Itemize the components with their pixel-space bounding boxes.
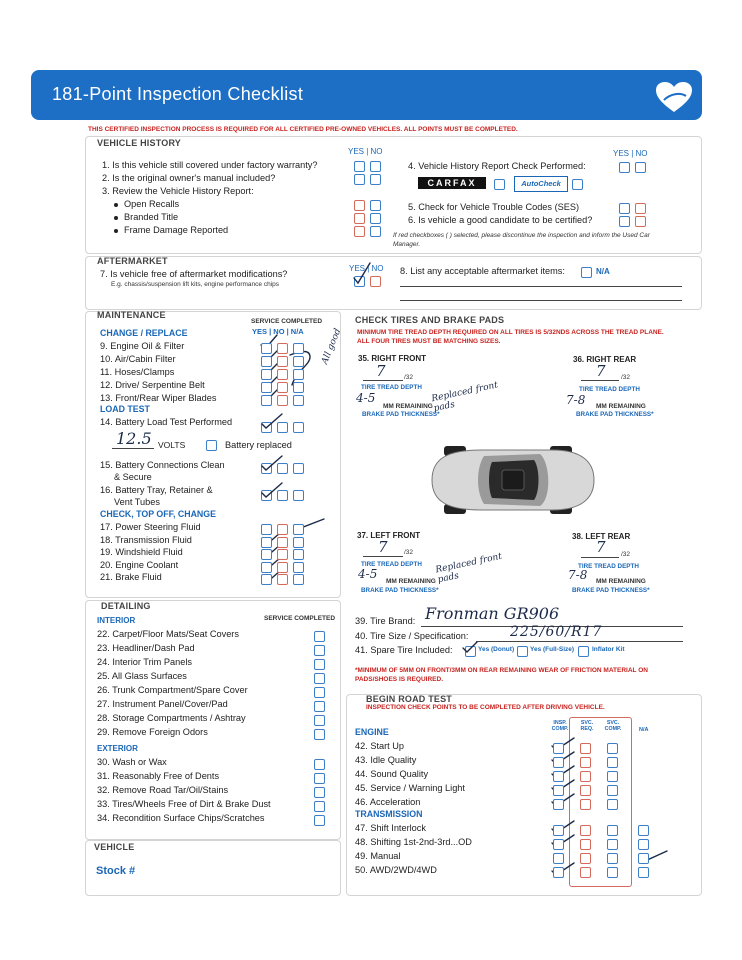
interior-item: 25. All Glass Surfaces: [97, 671, 187, 681]
svc-req-checkbox[interactable]: [580, 799, 591, 810]
q1-warranty: 1. Is this vehicle still covered under factory warranty?: [102, 160, 318, 170]
completed-checkbox[interactable]: [314, 801, 325, 812]
battery-replaced-checkbox[interactable]: [206, 440, 217, 451]
exterior-heading: EXTERIOR: [97, 744, 138, 753]
completed-checkbox[interactable]: [314, 645, 325, 656]
rf-per32: /32: [404, 374, 414, 381]
q8-na-label: N/A: [596, 267, 610, 276]
lr-tread-value: 7: [596, 538, 606, 556]
interior-item: 27. Instrument Panel/Cover/Pad: [97, 699, 228, 709]
lr-tread-line: [581, 557, 619, 558]
engine-item: 44. Sound Quality: [355, 769, 429, 779]
q16-no-checkbox[interactable]: [277, 490, 288, 501]
completed-checkbox[interactable]: [314, 687, 325, 698]
completed-checkbox[interactable]: [314, 631, 325, 642]
lf-handnote: Replaced front pads: [434, 551, 503, 586]
completed-checkbox[interactable]: [314, 729, 325, 740]
yes-checkbox[interactable]: [261, 574, 272, 585]
col-svc-req: SVC. REQ.: [580, 720, 594, 732]
interior-item: 24. Interior Trim Panels: [97, 657, 192, 667]
svc-req-checkbox[interactable]: [580, 771, 591, 782]
col-na: N/A: [639, 727, 649, 733]
q6-candidate: 6. Is vehicle a good candidate to be certified?: [408, 215, 593, 225]
maintenance-item: 10. Air/Cabin Filter: [100, 354, 176, 364]
q1-yes-checkbox[interactable]: [354, 161, 365, 172]
stock-number-label: Stock #: [96, 865, 136, 877]
q1-no-checkbox[interactable]: [370, 161, 381, 172]
transmission-item: 50. AWD/2WD/4WD: [355, 865, 437, 875]
na-checkbox[interactable]: [293, 549, 304, 560]
q5-no-checkbox[interactable]: [635, 203, 646, 214]
aftermarket-yes-no: YES | NO: [349, 264, 384, 273]
exterior-item: 34. Recondition Surface Chips/Scratches: [97, 813, 265, 823]
yes-checkbox[interactable]: [261, 382, 272, 393]
q16-yes-checkbox[interactable]: [261, 490, 272, 501]
interior-heading: INTERIOR: [97, 616, 136, 625]
svc-columns-outline: [569, 717, 632, 887]
q14-yes-checkbox[interactable]: [261, 422, 272, 433]
q4-no-checkbox[interactable]: [635, 162, 646, 173]
volts-label: VOLTS: [158, 440, 186, 450]
rr-tread-label: TIRE TREAD DEPTH: [579, 386, 640, 393]
road-test-title: BEGIN ROAD TEST: [366, 694, 453, 704]
bullet-open-recalls: Open Recalls: [114, 199, 179, 209]
svc-req-checkbox[interactable]: [580, 853, 591, 864]
lr-label: 38. LEFT REAR: [572, 532, 631, 541]
na-checkbox[interactable]: [293, 369, 304, 380]
aftermarket-title: AFTERMARKET: [97, 256, 168, 266]
yes-checkbox[interactable]: [261, 369, 272, 380]
rr-per32: /32: [621, 374, 631, 381]
engine-item: 42. Start Up: [355, 741, 405, 751]
fluid-item: 19. Windshield Fluid: [100, 547, 183, 557]
b3-no-checkbox[interactable]: [370, 226, 381, 237]
na-checkbox[interactable]: [638, 867, 649, 878]
svc-req-checkbox[interactable]: [580, 757, 591, 768]
q7-modifications: 7. Is vehicle free of aftermarket modifications?: [100, 269, 288, 279]
svc-comp-checkbox[interactable]: [607, 839, 618, 850]
rf-tread-label: TIRE TREAD DEPTH: [361, 384, 422, 391]
svc-comp-checkbox[interactable]: [607, 757, 618, 768]
insp-comp-checkbox[interactable]: [553, 785, 564, 796]
handwritten-all-good: All good: [320, 327, 344, 366]
battery-replaced-note: Battery replaced: [225, 440, 292, 450]
na-checkbox[interactable]: [293, 537, 304, 548]
fluid-item: 18. Transmission Fluid: [100, 534, 192, 545]
q8-na-checkbox[interactable]: [581, 267, 592, 278]
no-checkbox[interactable]: [277, 356, 288, 367]
interior-item: 26. Trunk Compartment/Spare Cover: [97, 685, 248, 695]
engine-item: 46. Acceleration: [355, 797, 421, 807]
b1-yes-checkbox[interactable]: [354, 200, 365, 211]
load-test-heading: LOAD TEST: [100, 404, 150, 414]
lr-per32: /32: [621, 551, 631, 558]
na-checkbox[interactable]: [293, 356, 304, 367]
history-yes-no-header: YES | NO: [348, 147, 383, 156]
transmission-item: 48. Shifting 1st-2nd-3rd...OD: [355, 837, 472, 847]
svc-comp-checkbox[interactable]: [607, 867, 618, 878]
q15-yes-checkbox[interactable]: [261, 463, 272, 474]
heart-logo-icon: [654, 80, 694, 114]
q14-no-checkbox[interactable]: [277, 422, 288, 433]
no-checkbox[interactable]: [277, 574, 288, 585]
b3-yes-checkbox[interactable]: [354, 226, 365, 237]
q8-line-1: [400, 286, 682, 287]
lr-mm-label: MM REMAINING: [596, 578, 646, 585]
no-checkbox[interactable]: [277, 549, 288, 560]
q2-no-checkbox[interactable]: [370, 174, 381, 185]
transmission-item: 49. Manual: [355, 851, 401, 861]
spare-donut-checkbox[interactable]: [465, 646, 476, 657]
transmission-item: 47. Shift Interlock: [355, 823, 426, 833]
rf-tread-line: [363, 380, 403, 381]
svc-comp-checkbox[interactable]: [607, 825, 618, 836]
na-checkbox[interactable]: [293, 343, 304, 354]
spare-fullsize-label: Yes (Full-Size): [530, 646, 575, 653]
svc-comp-checkbox[interactable]: [607, 743, 618, 754]
na-checkbox[interactable]: [293, 395, 304, 406]
insp-comp-checkbox[interactable]: [553, 867, 564, 878]
q8-line-2: [400, 300, 682, 301]
col-svc-comp: SVC. COMP.: [604, 720, 622, 732]
q16-na-checkbox[interactable]: [293, 490, 304, 501]
carfax-checkbox[interactable]: [494, 179, 505, 190]
spare-donut-label: Yes (Donut): [478, 646, 515, 653]
q15-battery-connections: 15. Battery Connections Clean: [100, 460, 225, 470]
fluid-item: 21. Brake Fluid: [100, 572, 162, 582]
completed-checkbox[interactable]: [314, 701, 325, 712]
rr-tread-value: 7: [596, 362, 606, 380]
q4-yes-checkbox[interactable]: [619, 162, 630, 173]
lf-pad-value: 4-5: [358, 567, 378, 581]
rf-tread-value: 7: [376, 362, 386, 380]
na-checkbox[interactable]: [638, 825, 649, 836]
fluid-item: 17. Power Steering Fluid: [100, 522, 201, 532]
insp-comp-checkbox[interactable]: [553, 839, 564, 850]
completed-checkbox[interactable]: [314, 715, 325, 726]
q7-yes-checkbox[interactable]: [354, 276, 365, 287]
q5-yes-checkbox[interactable]: [619, 203, 630, 214]
q15-no-checkbox[interactable]: [277, 463, 288, 474]
yes-checkbox[interactable]: [261, 562, 272, 573]
tire-size-value: 225/60/R17: [510, 624, 603, 640]
insp-comp-checkbox[interactable]: [553, 825, 564, 836]
road-test-note: INSPECTION CHECK POINTS TO BE COMPLETED AFTER DRIVING VEHICLE.: [366, 704, 605, 711]
no-checkbox[interactable]: [277, 369, 288, 380]
no-checkbox[interactable]: [277, 382, 288, 393]
interior-item: 23. Headliner/Dash Pad: [97, 643, 195, 653]
fluid-item: 20. Engine Coolant: [100, 559, 179, 570]
interior-item: 22. Carpet/Floor Mats/Seat Covers: [97, 629, 239, 639]
yes-checkbox[interactable]: [261, 343, 272, 354]
completed-checkbox[interactable]: [314, 659, 325, 670]
q6-no-checkbox[interactable]: [635, 216, 646, 227]
maintenance-item: 12. Drive/ Serpentine Belt: [100, 380, 205, 390]
maintenance-item: 9. Engine Oil & Filter: [100, 341, 185, 351]
na-checkbox[interactable]: [293, 382, 304, 393]
interior-item: 28. Storage Compartments / Ashtray: [97, 713, 246, 723]
bullet-branded-title: Branded Title: [114, 212, 178, 222]
exterior-item: 32. Remove Road Tar/Oil/Stains: [97, 785, 229, 795]
rr-mm-label: MM REMAINING: [596, 403, 646, 410]
autocheck-logo: AutoCheck: [514, 176, 568, 192]
q14-load-test: 14. Battery Load Test Performed: [100, 417, 233, 427]
tire-size-label: 40. Tire Size / Specification:: [355, 631, 469, 641]
volts-value: 12.5: [116, 429, 152, 448]
rr-label: 36. RIGHT REAR: [573, 355, 637, 364]
svc-comp-checkbox[interactable]: [607, 785, 618, 796]
no-checkbox[interactable]: [277, 562, 288, 573]
q2-yes-checkbox[interactable]: [354, 174, 365, 185]
b1-no-checkbox[interactable]: [370, 200, 381, 211]
exterior-item: 31. Reasonably Free of Dents: [97, 771, 220, 781]
svc-req-checkbox[interactable]: [580, 867, 591, 878]
transmission-heading: TRANSMISSION: [355, 809, 423, 819]
interior-item: 29. Remove Foreign Odors: [97, 727, 208, 737]
svc-comp-checkbox[interactable]: [607, 853, 618, 864]
yes-checkbox[interactable]: [261, 524, 272, 535]
yes-checkbox[interactable]: [261, 395, 272, 406]
svc-req-checkbox[interactable]: [580, 825, 591, 836]
completed-checkbox[interactable]: [314, 673, 325, 684]
na-checkbox[interactable]: [638, 839, 649, 850]
no-checkbox[interactable]: [277, 395, 288, 406]
spare-tire-label: 41. Spare Tire Included:: [355, 645, 453, 655]
rr-pad-label: BRAKE PAD THICKNESS*: [576, 411, 654, 418]
vehicle-title: VEHICLE: [94, 842, 135, 852]
q5-trouble-codes: 5. Check for Vehicle Trouble Codes (SES): [408, 202, 580, 212]
q3-history-report: 3. Review the Vehicle History Report:: [102, 186, 254, 196]
maint-service-completed: SERVICE COMPLETED: [251, 318, 323, 325]
spare-inflator-checkbox[interactable]: [578, 646, 589, 657]
maintenance-item: 11. Hoses/Clamps: [100, 367, 175, 377]
na-checkbox[interactable]: [638, 853, 649, 864]
lf-tread-value: 7: [378, 538, 388, 556]
exterior-item: 33. Tires/Wheels Free of Dirt & Brake Dust: [97, 799, 271, 809]
no-checkbox[interactable]: [277, 537, 288, 548]
svc-comp-checkbox[interactable]: [607, 771, 618, 782]
certification-notice: THIS CERTIFIED INSPECTION PROCESS IS REQUIRED FOR ALL CERTIFIED PRE-OWNED VEHICLES. ALL POINTS MUST BE COMPLETED.: [88, 126, 518, 133]
completed-checkbox[interactable]: [314, 787, 325, 798]
lf-pad-label: BRAKE PAD THICKNESS*: [361, 587, 439, 594]
lr-pad-value: 7-8: [568, 568, 588, 582]
q7-no-checkbox[interactable]: [370, 276, 381, 287]
no-checkbox[interactable]: [277, 524, 288, 535]
insp-comp-checkbox[interactable]: [553, 853, 564, 864]
vehicle-history-title: VEHICLE HISTORY: [97, 138, 182, 148]
exterior-item: 30. Wash or Wax: [97, 757, 167, 767]
history-yes-no-header-2: YES | NO: [613, 149, 648, 158]
maintenance-item: 13. Front/Rear Wiper Blades: [100, 393, 217, 403]
rf-label: 35. RIGHT FRONT: [358, 354, 427, 363]
completed-checkbox[interactable]: [314, 759, 325, 770]
page-title: 181-Point Inspection Checklist: [52, 84, 304, 104]
rf-pad-value: 4-5: [356, 391, 376, 405]
col-insp-comp: INSP. COMP.: [551, 720, 569, 732]
no-checkbox[interactable]: [277, 343, 288, 354]
b2-no-checkbox[interactable]: [370, 213, 381, 224]
volts-line: [112, 448, 154, 449]
tires-title: CHECK TIRES AND BRAKE PADS: [355, 315, 505, 325]
lf-tread-line: [363, 556, 403, 557]
q14-na-checkbox[interactable]: [293, 422, 304, 433]
brake-pad-footnote: *MINIMUM OF 5MM ON FRONT/3MM ON REAR REMAINING WEAR OF FRICTION MATERIAL ON PADS/SHOES IS REQUIRED.: [355, 667, 648, 683]
q4-history-check: 4. Vehicle History Report Check Performed:: [408, 161, 586, 171]
lf-mm-label: MM REMAINING: [386, 578, 436, 585]
svc-req-checkbox[interactable]: [580, 839, 591, 850]
bullet-frame-damage: Frame Damage Reported: [114, 225, 228, 235]
spare-fullsize-checkbox[interactable]: [517, 646, 528, 657]
car-top-view-icon: [422, 440, 598, 520]
yes-checkbox[interactable]: [261, 549, 272, 560]
engine-heading: ENGINE: [355, 727, 389, 737]
rf-handnote: Replaced front pads: [430, 380, 499, 415]
rr-tread-line: [581, 380, 619, 381]
q15-secure: & Secure: [114, 472, 152, 482]
check-top-off-heading: CHECK, TOP OFF, CHANGE: [100, 509, 216, 519]
history-red-note: If red checkboxes ( ) selected, please discontinue the inspection and inform the Used Car Manager.: [393, 232, 650, 248]
na-checkbox[interactable]: [293, 524, 304, 535]
lr-tread-label: TIRE TREAD DEPTH: [578, 563, 639, 570]
na-checkbox[interactable]: [293, 562, 304, 573]
change-replace-heading: CHANGE / REPLACE: [100, 328, 188, 338]
q7-example: E.g. chassis/suspension lift kits, engine performance chips: [111, 281, 280, 288]
rr-pad-value: 7-8: [566, 393, 586, 407]
tires-tread-note: MINIMUM TIRE TREAD DEPTH REQUIRED ON ALL TIRES IS 5/32NDS ACROSS THE TREAD PLANE. ALL FOUR TIRES MUST BE MATCHING SIZES.: [357, 329, 664, 345]
carfax-logo: CARFAX: [418, 177, 486, 189]
maintenance-title: MAINTENANCE: [97, 310, 166, 320]
insp-comp-checkbox[interactable]: [553, 799, 564, 810]
q8-aftermarket-list: 8. List any acceptable aftermarket items:: [400, 266, 565, 276]
lr-pad-label: BRAKE PAD THICKNESS*: [572, 587, 650, 594]
yes-checkbox[interactable]: [261, 356, 272, 367]
yes-checkbox[interactable]: [261, 537, 272, 548]
tire-brand-value: Fronman GR906: [425, 604, 560, 623]
insp-comp-checkbox[interactable]: [553, 757, 564, 768]
b2-yes-checkbox[interactable]: [354, 213, 365, 224]
detailing-title: DETAILING: [101, 601, 151, 611]
q16-battery-tray: 16. Battery Tray, Retainer &: [100, 485, 213, 495]
tire-size-line: [476, 641, 683, 642]
insp-comp-checkbox[interactable]: [553, 771, 564, 782]
q2-manual: 2. Is the original owner's manual included?: [102, 173, 276, 183]
rf-mm-label: MM REMAINING: [383, 403, 433, 410]
engine-item: 43. Idle Quality: [355, 755, 417, 765]
na-checkbox[interactable]: [293, 574, 304, 585]
lf-per32: /32: [404, 549, 414, 556]
lf-tread-label: TIRE TREAD DEPTH: [361, 561, 422, 568]
completed-checkbox[interactable]: [314, 773, 325, 784]
engine-item: 45. Service / Warning Light: [355, 783, 465, 793]
lf-label: 37. LEFT FRONT: [357, 531, 421, 540]
rf-pad-label: BRAKE PAD THICKNESS*: [362, 411, 440, 418]
detailing-service-completed: SERVICE COMPLETED: [264, 615, 336, 622]
q16-vent-tubes: Vent Tubes: [114, 497, 160, 507]
q6-yes-checkbox[interactable]: [619, 216, 630, 227]
completed-checkbox[interactable]: [314, 815, 325, 826]
tire-brand-label: 39. Tire Brand:: [355, 616, 416, 626]
svc-req-checkbox[interactable]: [580, 785, 591, 796]
q15-na-checkbox[interactable]: [293, 463, 304, 474]
svc-comp-checkbox[interactable]: [607, 799, 618, 810]
autocheck-checkbox[interactable]: [572, 179, 583, 190]
maint-yes-no-na: YES | NO | N/A: [252, 327, 304, 336]
insp-comp-checkbox[interactable]: [553, 743, 564, 754]
spare-inflator-label: Inflator Kit: [592, 646, 625, 653]
svc-req-checkbox[interactable]: [580, 743, 591, 754]
